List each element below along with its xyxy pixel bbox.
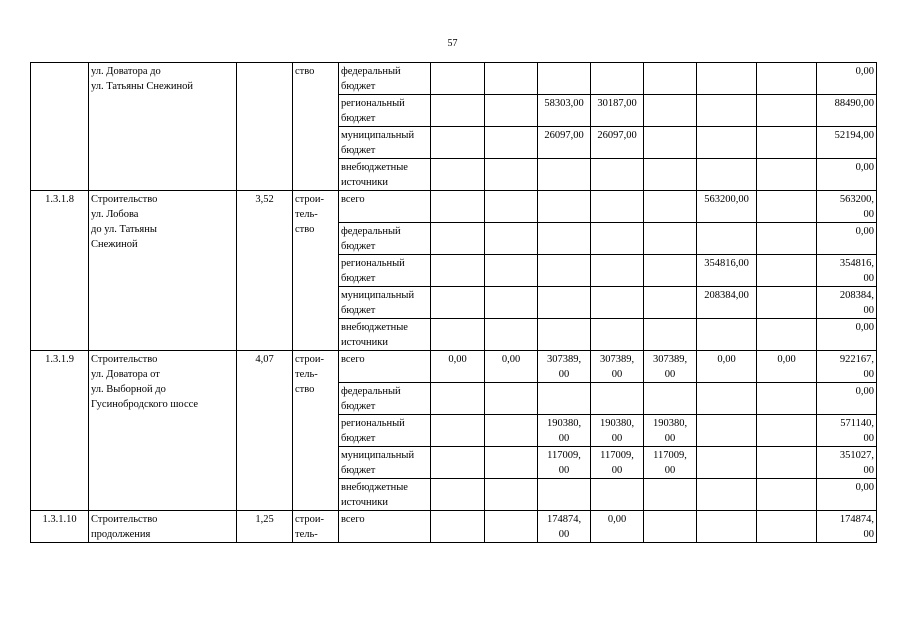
year-value — [591, 255, 644, 287]
year-value — [431, 223, 485, 255]
funding-source: внебюджетные источники — [339, 159, 431, 191]
item-type: строи- тель- ство — [293, 351, 339, 511]
total-value: 354816, 00 — [817, 255, 877, 287]
year-value — [485, 95, 538, 127]
funding-source: региональный бюджет — [339, 95, 431, 127]
year-value — [644, 479, 697, 511]
year-value — [485, 319, 538, 351]
year-value — [697, 511, 757, 543]
year-value — [697, 447, 757, 479]
year-value — [591, 383, 644, 415]
year-value — [757, 63, 817, 95]
year-value: 190380, 00 — [538, 415, 591, 447]
year-value — [591, 223, 644, 255]
year-value: 307389, 00 — [591, 351, 644, 383]
year-value: 190380, 00 — [644, 415, 697, 447]
item-name: Строительство ул. Доватора от ул. Выборной до Гусинобродского шоссе — [89, 351, 237, 511]
total-value: 571140, 00 — [817, 415, 877, 447]
funding-source: региональный бюджет — [339, 415, 431, 447]
year-value — [644, 95, 697, 127]
year-value — [757, 415, 817, 447]
year-value: 117009, 00 — [644, 447, 697, 479]
funding-source: муниципальный бюджет — [339, 287, 431, 319]
year-value — [697, 415, 757, 447]
year-value — [644, 223, 697, 255]
year-value: 208384,00 — [697, 287, 757, 319]
total-value: 563200, 00 — [817, 191, 877, 223]
item-length: 4,07 — [237, 351, 293, 511]
year-value — [485, 287, 538, 319]
year-value — [644, 127, 697, 159]
year-value — [538, 255, 591, 287]
total-value: 0,00 — [817, 479, 877, 511]
year-value — [697, 319, 757, 351]
year-value: 307389, 00 — [538, 351, 591, 383]
item-type: строи- тель- ство — [293, 191, 339, 351]
year-value — [757, 319, 817, 351]
item-name: Строительство ул. Лобова до ул. Татьяны Снежиной — [89, 191, 237, 351]
year-value — [485, 479, 538, 511]
year-value — [485, 511, 538, 543]
total-value: 88490,00 — [817, 95, 877, 127]
total-value: 52194,00 — [817, 127, 877, 159]
item-number: 1.3.1.10 — [31, 511, 89, 543]
year-value — [485, 383, 538, 415]
funding-source: всего — [339, 511, 431, 543]
year-value: 354816,00 — [697, 255, 757, 287]
year-value — [431, 447, 485, 479]
year-value — [431, 191, 485, 223]
year-value — [757, 479, 817, 511]
year-value — [431, 415, 485, 447]
year-value: 0,00 — [697, 351, 757, 383]
year-value: 58303,00 — [538, 95, 591, 127]
year-value — [538, 223, 591, 255]
budget-table — [30, 62, 877, 543]
year-value: 26097,00 — [538, 127, 591, 159]
year-value — [644, 511, 697, 543]
year-value — [485, 415, 538, 447]
year-value: 0,00 — [757, 351, 817, 383]
funding-source: внебюджетные источники — [339, 319, 431, 351]
year-value — [757, 95, 817, 127]
year-value — [431, 127, 485, 159]
year-value — [591, 159, 644, 191]
year-value — [697, 383, 757, 415]
year-value — [697, 63, 757, 95]
total-value: 174874, 00 — [817, 511, 877, 543]
total-value: 208384, 00 — [817, 287, 877, 319]
year-value — [757, 127, 817, 159]
year-value — [485, 159, 538, 191]
year-value — [757, 191, 817, 223]
year-value — [431, 479, 485, 511]
year-value — [757, 255, 817, 287]
year-value — [591, 287, 644, 319]
year-value — [538, 191, 591, 223]
total-value: 0,00 — [817, 223, 877, 255]
year-value — [591, 191, 644, 223]
year-value — [431, 63, 485, 95]
table-row — [31, 511, 877, 543]
item-type: ство — [293, 63, 339, 191]
year-value — [538, 479, 591, 511]
year-value — [644, 383, 697, 415]
funding-source: региональный бюджет — [339, 255, 431, 287]
year-value — [757, 511, 817, 543]
total-value: 0,00 — [817, 63, 877, 95]
year-value — [538, 159, 591, 191]
year-value: 0,00 — [485, 351, 538, 383]
year-value — [697, 159, 757, 191]
year-value — [431, 511, 485, 543]
year-value — [644, 63, 697, 95]
table-row — [31, 191, 877, 223]
year-value — [591, 319, 644, 351]
item-name: ул. Доватора до ул. Татьяны Снежиной — [89, 63, 237, 191]
funding-source: внебюджетные источники — [339, 479, 431, 511]
year-value: 30187,00 — [591, 95, 644, 127]
year-value — [485, 447, 538, 479]
year-value — [485, 63, 538, 95]
year-value — [431, 287, 485, 319]
funding-source: муниципальный бюджет — [339, 447, 431, 479]
item-name: Строительство продолжения — [89, 511, 237, 543]
year-value: 0,00 — [431, 351, 485, 383]
year-value — [697, 479, 757, 511]
year-value — [485, 223, 538, 255]
year-value: 117009, 00 — [591, 447, 644, 479]
year-value — [644, 255, 697, 287]
year-value — [431, 383, 485, 415]
item-number: 1.3.1.8 — [31, 191, 89, 351]
year-value: 26097,00 — [591, 127, 644, 159]
year-value: 0,00 — [591, 511, 644, 543]
year-value — [757, 383, 817, 415]
year-value — [757, 447, 817, 479]
funding-source: всего — [339, 351, 431, 383]
year-value: 563200,00 — [697, 191, 757, 223]
item-length: 3,52 — [237, 191, 293, 351]
year-value: 190380, 00 — [591, 415, 644, 447]
year-value — [644, 287, 697, 319]
table-row — [31, 63, 877, 95]
year-value — [757, 287, 817, 319]
year-value — [644, 319, 697, 351]
page-number: 57 — [447, 38, 458, 49]
year-value — [485, 127, 538, 159]
year-value — [591, 479, 644, 511]
year-value — [485, 191, 538, 223]
year-value — [431, 95, 485, 127]
funding-source: федеральный бюджет — [339, 63, 431, 95]
year-value — [757, 159, 817, 191]
year-value — [431, 159, 485, 191]
total-value: 0,00 — [817, 159, 877, 191]
item-type: строи- тель- — [293, 511, 339, 543]
item-length — [237, 63, 293, 191]
year-value — [431, 319, 485, 351]
year-value — [757, 223, 817, 255]
year-value — [697, 127, 757, 159]
year-value — [538, 63, 591, 95]
total-value: 922167, 00 — [817, 351, 877, 383]
funding-source: федеральный бюджет — [339, 223, 431, 255]
year-value: 307389, 00 — [644, 351, 697, 383]
year-value: 174874, 00 — [538, 511, 591, 543]
funding-source: всего — [339, 191, 431, 223]
item-number — [31, 63, 89, 191]
year-value — [591, 63, 644, 95]
year-value — [431, 255, 485, 287]
year-value — [644, 159, 697, 191]
year-value: 117009, 00 — [538, 447, 591, 479]
funding-source: муниципальный бюджет — [339, 127, 431, 159]
item-length: 1,25 — [237, 511, 293, 543]
year-value — [538, 383, 591, 415]
year-value — [485, 255, 538, 287]
year-value — [538, 319, 591, 351]
funding-source: федеральный бюджет — [339, 383, 431, 415]
total-value: 0,00 — [817, 383, 877, 415]
table-row — [31, 351, 877, 383]
year-value — [644, 191, 697, 223]
year-value — [697, 223, 757, 255]
item-number: 1.3.1.9 — [31, 351, 89, 511]
total-value: 351027, 00 — [817, 447, 877, 479]
year-value — [538, 287, 591, 319]
year-value — [697, 95, 757, 127]
total-value: 0,00 — [817, 319, 877, 351]
